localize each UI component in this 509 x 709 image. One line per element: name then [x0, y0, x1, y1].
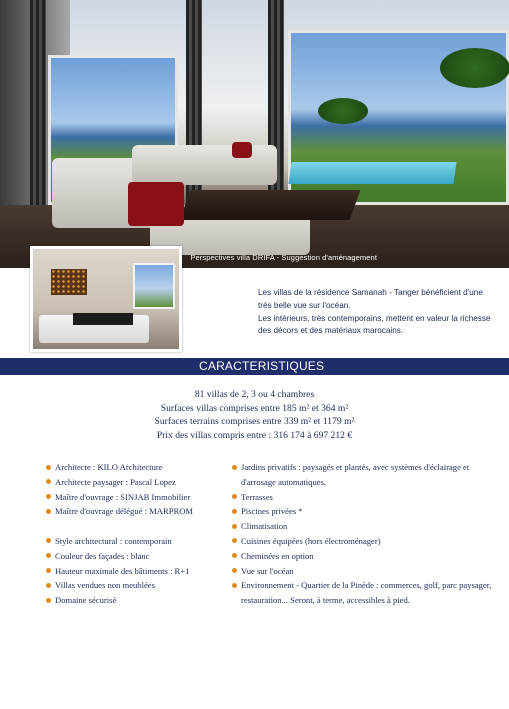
bedroom-photo [33, 249, 179, 349]
bullet-icon [46, 509, 51, 514]
bullet-icon [232, 583, 237, 588]
list-item [46, 504, 231, 519]
hero-pillow [128, 182, 184, 226]
list-item-text: Hauteur maximale des bâtiments : R+1 [55, 565, 190, 576]
section-title: CARACTERISTIQUES [199, 359, 325, 373]
list-item-text: Architecte : KILO Architecture [55, 462, 163, 472]
hero-coffee-table [180, 190, 361, 220]
list-item [232, 519, 494, 534]
bullet-icon [46, 568, 51, 573]
list-item-text: Maître d'ouvrage délégué : MARPROM [55, 506, 194, 517]
summary-line: Surfaces terrains comprises entre 339 m² et 1179 m² [154, 416, 355, 428]
list-item [46, 549, 231, 564]
list-item-text: Maître d'ouvrage : SINJAB Immobilier [55, 491, 191, 502]
list-item-text: Domaine sécurisé [55, 595, 117, 606]
list-item-text: Piscines privées * [241, 506, 303, 517]
summary-line: 81 villas de 2, 3 ou 4 chambres [194, 389, 315, 400]
list-item [232, 490, 494, 505]
list-item [232, 534, 494, 549]
hero-caption: Perspectives villa DRIFA - Suggestion d'aménagement [190, 253, 377, 262]
hero-palm-2 [318, 98, 368, 124]
spacer [46, 519, 231, 534]
list-item-text: Cuisines équipées (hors électroménager) [241, 535, 381, 546]
summary-line: Prix des villas compris entre : 316 174 à 697 212 € [156, 429, 353, 441]
features-left-column [46, 460, 231, 608]
bullet-icon [46, 538, 51, 543]
hero-palm [440, 48, 509, 88]
intro-paragraph-2: Les intérieurs, très contemporains, mettent en valeur la richesse des décors et des matériaux marocains. [258, 313, 491, 336]
list-item-text: Climatisation [241, 521, 288, 532]
bullet-icon [232, 538, 237, 543]
summary-line: Surfaces villas comprises entre 185 m² et 364 m² [160, 402, 349, 414]
list-item [46, 490, 231, 505]
list-item-text: Cheminées en option [241, 550, 314, 561]
bullet-icon [232, 524, 237, 529]
bullet-icon [232, 509, 237, 514]
bullet-icon [232, 568, 237, 573]
bullet-icon [46, 479, 51, 484]
bullet-icon [46, 465, 51, 470]
list-item [232, 504, 494, 519]
bullet-icon [46, 598, 51, 603]
list-item-text: Villas vendues non meublées [55, 580, 155, 591]
intro-text [258, 287, 493, 338]
summary-block [0, 388, 509, 442]
list-item [232, 460, 494, 490]
blanket [73, 313, 133, 325]
list-item [232, 578, 494, 608]
bedroom-window [133, 263, 175, 309]
hero-pillow-2 [232, 142, 252, 158]
bullet-icon [232, 553, 237, 558]
list-item-text: Architecte paysager : Pascal Lopez [55, 476, 176, 487]
bullet-icon [232, 465, 237, 470]
features-right-column [232, 460, 494, 608]
intro-paragraph-1: Les villas de la résidence Samanah - Tanger bénéficient d'une très belle vue sur l'océan. [258, 288, 483, 310]
wall-art [51, 269, 87, 295]
list-item [46, 564, 231, 579]
hero-curtain-left [30, 0, 46, 210]
bedroom-thumbnail [30, 246, 182, 352]
list-item-text: Environnement - Quartier de la Pinède : commerces, golf, parc paysager, restauration... Seront, à terme, accessibles à pied. [241, 580, 492, 606]
bullet-icon [232, 494, 237, 499]
list-item [232, 549, 494, 564]
bullet-icon [46, 553, 51, 558]
hero-photo [0, 0, 509, 268]
list-item [46, 534, 231, 549]
list-item [46, 593, 231, 608]
hero-sofa-back [132, 145, 277, 185]
list-item-text: Vue sur l'océan [241, 565, 294, 576]
list-item-text: Style architectural : contemporain [55, 535, 172, 546]
list-item [232, 564, 494, 579]
list-item-text: Jardins privatifs : paysagés et plantés, avec systèmes d'éclairage et d'arrosage automatiques. [241, 462, 470, 487]
bullet-icon [46, 494, 51, 499]
list-item [46, 475, 231, 490]
hero-pool [288, 162, 456, 184]
list-item-text: Couleur des façades : blanc [55, 550, 150, 561]
list-item-text: Terrasses [241, 491, 273, 502]
list-item [46, 578, 231, 593]
list-item [46, 460, 231, 475]
bullet-icon [46, 583, 51, 588]
